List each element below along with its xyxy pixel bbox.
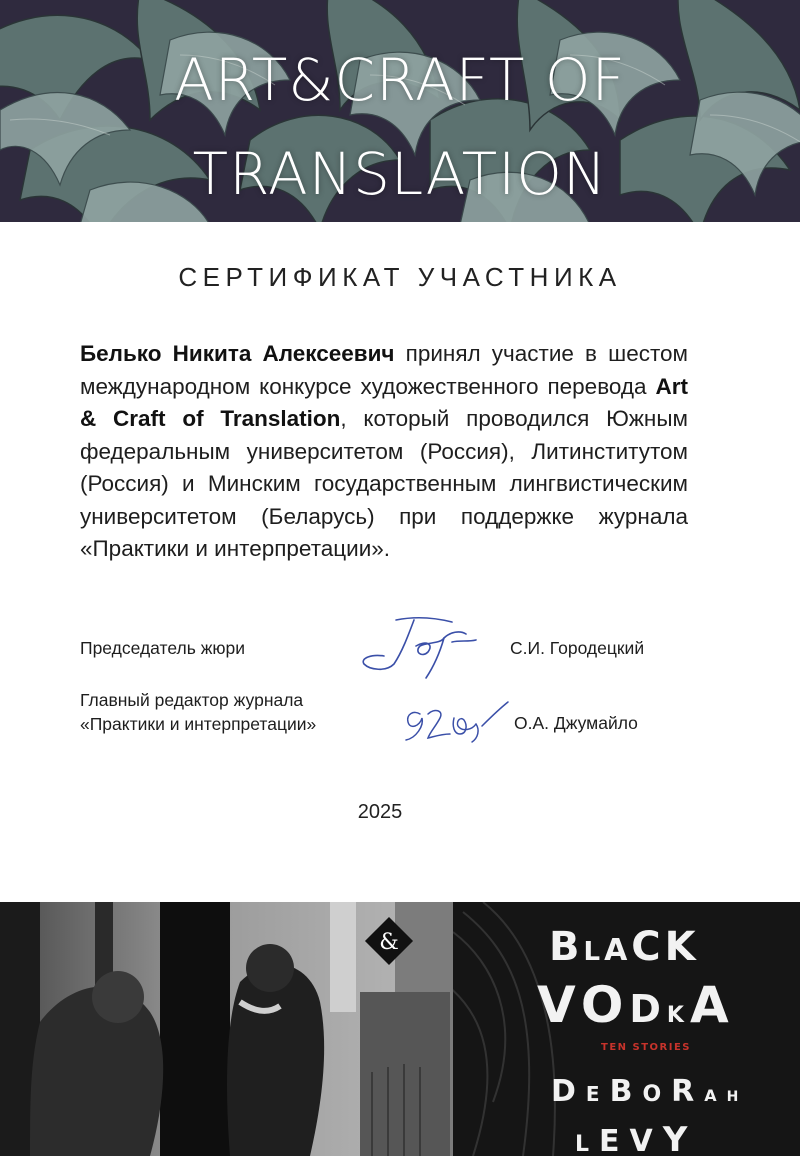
- book-author-line-2: [575, 1120, 697, 1156]
- banner-title-line-2: TRANSLATION: [192, 140, 608, 208]
- black-and-white-photo: [0, 902, 453, 1156]
- book-title-word-1: [549, 924, 700, 970]
- body-text-part-2: , который проводился Южным федеральным университетом (Россия), Литинститутом (Россия) и Минским государственным лингвистическим университетом (Беларусь) при поддержке журнала «Практики и интерпретации».: [80, 406, 688, 561]
- book-author-letter: E: [599, 1124, 630, 1156]
- book-title-letter: A: [689, 976, 735, 1034]
- book-author-letter: V: [629, 1124, 663, 1156]
- participant-name: Белько Никита Алексеевич: [80, 341, 395, 366]
- book-author-letter: H: [726, 1089, 749, 1105]
- book-author-letter: Y: [662, 1120, 698, 1156]
- bottom-photo-strip: [0, 902, 800, 1156]
- jury-chair-role: Председатель жюри: [80, 638, 246, 658]
- book-author-letter: O: [642, 1082, 672, 1107]
- book-title-letter: A: [604, 933, 632, 968]
- cafe-couple-photo-illustration: [0, 902, 453, 1156]
- book-author-letter: R: [671, 1074, 705, 1109]
- editor-name: О.А. Джумайло: [514, 713, 638, 733]
- editor-role-line-2: «Практики и интерпретации»: [80, 714, 317, 734]
- editor-signature: [398, 696, 514, 748]
- book-title-letter: D: [629, 987, 667, 1031]
- book-title-word-2: [537, 976, 735, 1034]
- certificate-body-text: [80, 338, 688, 566]
- book-title-letter: O: [580, 976, 630, 1034]
- body-text-part-1: принял участие в шестом международном конкурсе художественного перевода: [80, 341, 688, 399]
- book-cover: [453, 902, 800, 1156]
- book-author-letter: B: [609, 1074, 643, 1109]
- book-title-letter: B: [549, 924, 584, 970]
- book-title-letter: K: [666, 1003, 690, 1028]
- header-banner: [0, 0, 800, 222]
- book-title-letter: L: [583, 937, 605, 967]
- jury-chair-label: [80, 636, 245, 660]
- book-author-letter: D: [551, 1074, 586, 1109]
- book-title-letter: K: [664, 924, 700, 970]
- jury-chair-signature: [356, 612, 488, 684]
- book-author-letter: E: [585, 1082, 610, 1106]
- jury-chair-name: С.И. Городецкий: [510, 638, 645, 658]
- banner-title-line-1: ART&CRAFT OF: [174, 46, 626, 114]
- book-title-letter: V: [537, 976, 581, 1034]
- book-subtitle: TEN STORIES: [601, 1042, 691, 1053]
- book-title-letter: C: [631, 924, 665, 970]
- editor-role-line-1: Главный редактор журнала: [80, 690, 304, 710]
- publisher-logo-glyph: &: [379, 930, 399, 955]
- book-author-letter: A: [704, 1086, 727, 1105]
- book-author-letter: L: [575, 1132, 600, 1156]
- contest-name: Art & Craft of Translation: [80, 373, 688, 431]
- editor-label: [80, 688, 316, 736]
- certificate-title: СЕРТИФИКАТ УЧАСТНИКА: [178, 262, 622, 292]
- certificate-year: 2025: [357, 801, 403, 823]
- book-author-line-1: [551, 1074, 748, 1109]
